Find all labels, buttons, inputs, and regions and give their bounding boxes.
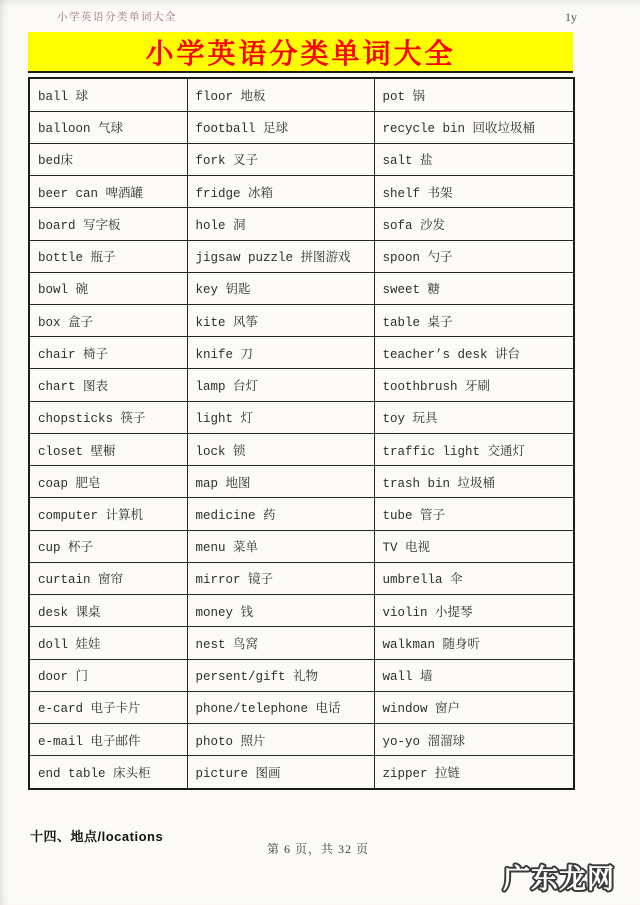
table-row [29,401,574,433]
vocab-cell: door 门 [29,659,187,691]
vocab-cell: beer can 啤酒罐 [29,176,187,208]
table-row [29,433,574,465]
vocab-cell: end table 床头柜 [29,756,187,789]
vocab-cell: zipper 拉链 [374,756,574,789]
vocab-cell: trash bin 垃圾桶 [374,466,574,498]
page-title: 小学英语分类单词大全 [145,37,456,69]
vocab-cell: persent/gift 礼物 [187,659,374,691]
table-row [29,304,574,336]
vocab-table-body [29,78,574,789]
table-row [29,724,574,756]
vocab-cell: menu 菜单 [187,530,374,562]
vocab-cell: mirror 镜子 [187,562,374,594]
vocab-cell: coap 肥皂 [29,466,187,498]
vocab-cell: walkman 随身听 [374,627,574,659]
vocab-cell: kite 风筝 [187,304,374,336]
vocab-cell: shelf 书架 [374,176,574,208]
title-banner [28,32,573,73]
vocab-cell: sofa 沙发 [374,208,574,240]
vocab-cell: desk 课桌 [29,595,187,627]
vocab-cell: e-card 电子卡片 [29,691,187,723]
vocab-cell: pot 锅 [374,78,574,111]
vocab-cell: closet 壁橱 [29,433,187,465]
vocab-cell: umbrella 伞 [374,562,574,594]
vocab-cell: sweet 糖 [374,272,574,304]
vocab-cell: phone/telephone 电话 [187,691,374,723]
vocab-cell: chair 椅子 [29,337,187,369]
table-row [29,111,574,143]
table-row [29,498,574,530]
vocab-cell: board 写字板 [29,208,187,240]
vocab-cell: photo 照片 [187,724,374,756]
vocab-cell: knife 刀 [187,337,374,369]
vocab-cell: recycle bin 回收垃圾桶 [374,111,574,143]
vocab-cell: yo-yo 溜溜球 [374,724,574,756]
vocab-cell: ball 球 [29,78,187,111]
vocab-cell: traffic light 交通灯 [374,433,574,465]
vocab-cell: toy 玩具 [374,401,574,433]
vocab-cell: bottle 瓶子 [29,240,187,272]
table-row [29,627,574,659]
table-row [29,272,574,304]
vocab-cell: lamp 台灯 [187,369,374,401]
vocab-cell: chart 图表 [29,369,187,401]
vocab-cell: medicine 药 [187,498,374,530]
table-row [29,78,574,111]
table-row [29,595,574,627]
vocab-cell: nest 鸟窝 [187,627,374,659]
vocab-cell: teacher’s desk 讲台 [374,337,574,369]
table-row [29,240,574,272]
vocab-cell: TV 电视 [374,530,574,562]
table-row [29,369,574,401]
page-number: 第 6 页，共 32 页 [266,842,369,856]
next-section-heading: 十四、地点/locations [30,829,164,844]
vocab-cell: picture 图画 [187,756,374,789]
vocab-cell: box 盒子 [29,304,187,336]
table-row [29,530,574,562]
vocab-cell: football 足球 [187,111,374,143]
running-header-corner-mark: 1y [565,10,577,24]
table-row [29,176,574,208]
table-row [29,691,574,723]
vocab-cell: violin 小提琴 [374,595,574,627]
vocab-cell: bowl 碗 [29,272,187,304]
table-row [29,466,574,498]
vocab-cell: e-mail 电子邮件 [29,724,187,756]
vocab-cell: map 地图 [187,466,374,498]
table-row [29,659,574,691]
vocab-cell: curtain 窗帘 [29,562,187,594]
vocab-cell: window 窗户 [374,691,574,723]
vocab-cell: cup 杯子 [29,530,187,562]
table-row [29,208,574,240]
table-row [29,143,574,175]
vocab-cell: computer 计算机 [29,498,187,530]
table-row [29,337,574,369]
running-header-title: 小学英语分类单词大全 [57,12,177,23]
vocab-cell: doll 娃娃 [29,627,187,659]
vocab-cell: wall 墙 [374,659,574,691]
vocab-cell: lock 锁 [187,433,374,465]
vocab-cell: floor 地板 [187,78,374,111]
site-watermark [500,856,632,900]
vocab-cell: key 钥匙 [187,272,374,304]
vocab-cell: hole 洞 [187,208,374,240]
vocab-cell: jigsaw puzzle 拼图游戏 [187,240,374,272]
vocab-cell: chopsticks 筷子 [29,401,187,433]
vocab-cell: fork 叉子 [187,143,374,175]
site-watermark-text: 广东龙网 [503,864,615,895]
vocab-cell: salt 盐 [374,143,574,175]
vocab-cell: bed床 [29,143,187,175]
vocab-cell: money 钱 [187,595,374,627]
vocab-cell: balloon 气球 [29,111,187,143]
vocab-cell: spoon 勺子 [374,240,574,272]
vocabulary-table [28,77,575,790]
vocab-cell: toothbrush 牙刷 [374,369,574,401]
vocab-cell: light 灯 [187,401,374,433]
vocab-cell: tube 管子 [374,498,574,530]
table-row [29,562,574,594]
table-row [29,756,574,789]
vocab-cell: table 桌子 [374,304,574,336]
vocab-cell: fridge 冰箱 [187,176,374,208]
